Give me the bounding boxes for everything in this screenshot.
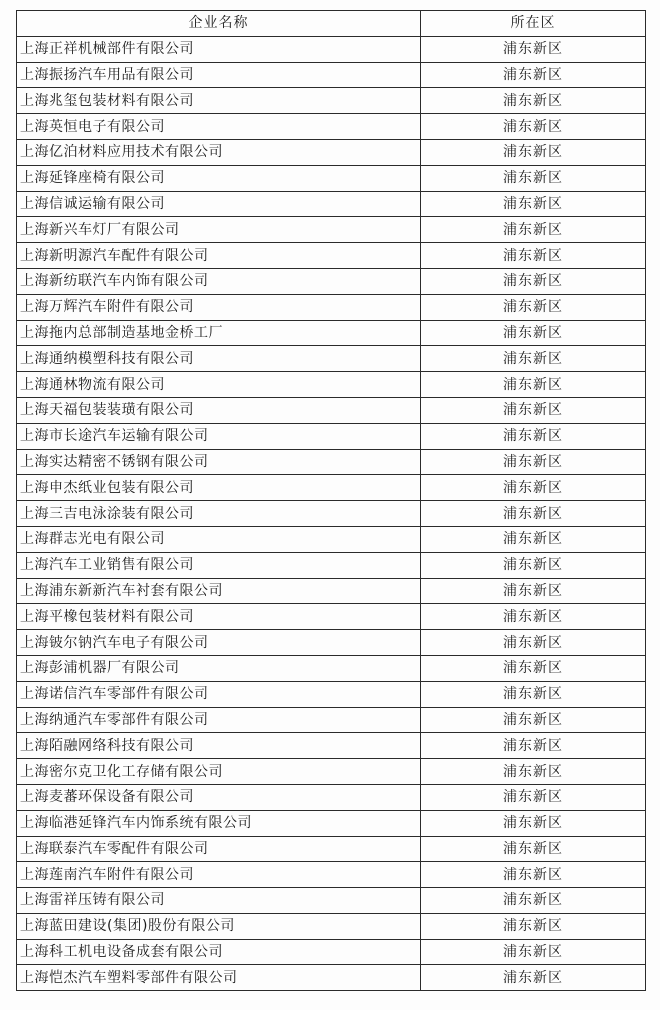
company-name-cell: 上海实达精密不锈钢有限公司 bbox=[17, 449, 421, 475]
district-cell: 浦东新区 bbox=[421, 165, 646, 191]
district-cell: 浦东新区 bbox=[421, 810, 646, 836]
table-row bbox=[17, 268, 646, 294]
company-name-cell: 上海汽车工业销售有限公司 bbox=[17, 552, 421, 578]
table-row bbox=[17, 294, 646, 320]
district-cell: 浦东新区 bbox=[421, 36, 646, 62]
district-cell: 浦东新区 bbox=[421, 862, 646, 888]
district-cell: 浦东新区 bbox=[421, 784, 646, 810]
district-cell: 浦东新区 bbox=[421, 552, 646, 578]
table-row bbox=[17, 423, 646, 449]
company-name-cell: 上海诺信汽车零部件有限公司 bbox=[17, 681, 421, 707]
district-cell: 浦东新区 bbox=[421, 707, 646, 733]
district-cell: 浦东新区 bbox=[421, 268, 646, 294]
table-row bbox=[17, 501, 646, 527]
district-cell: 浦东新区 bbox=[421, 217, 646, 243]
company-name-cell: 上海群志光电有限公司 bbox=[17, 526, 421, 552]
district-cell: 浦东新区 bbox=[421, 836, 646, 862]
company-name-cell: 上海纳通汽车零部件有限公司 bbox=[17, 707, 421, 733]
company-name-cell: 上海三吉电泳涂装有限公司 bbox=[17, 501, 421, 527]
header-district: 所在区 bbox=[421, 11, 646, 37]
company-name-cell: 上海密尔克卫化工存储有限公司 bbox=[17, 759, 421, 785]
company-name-cell: 上海申杰纸业包装有限公司 bbox=[17, 475, 421, 501]
table-row bbox=[17, 475, 646, 501]
company-name-cell: 上海陌融网络科技有限公司 bbox=[17, 733, 421, 759]
district-cell: 浦东新区 bbox=[421, 191, 646, 217]
company-name-cell: 上海信诚运输有限公司 bbox=[17, 191, 421, 217]
table-row bbox=[17, 372, 646, 398]
table-row bbox=[17, 578, 646, 604]
table-row bbox=[17, 217, 646, 243]
table-row bbox=[17, 88, 646, 114]
table-row bbox=[17, 681, 646, 707]
district-cell: 浦东新区 bbox=[421, 243, 646, 269]
table-row bbox=[17, 320, 646, 346]
company-name-cell: 上海雷祥压铸有限公司 bbox=[17, 888, 421, 914]
company-name-cell: 上海彭浦机器厂有限公司 bbox=[17, 655, 421, 681]
table-row bbox=[17, 655, 646, 681]
company-name-cell: 上海拖内总部制造基地金桥工厂 bbox=[17, 320, 421, 346]
district-cell: 浦东新区 bbox=[421, 578, 646, 604]
table-row bbox=[17, 165, 646, 191]
district-cell: 浦东新区 bbox=[421, 526, 646, 552]
table-row bbox=[17, 810, 646, 836]
district-cell: 浦东新区 bbox=[421, 423, 646, 449]
company-name-cell: 上海正祥机械部件有限公司 bbox=[17, 36, 421, 62]
district-cell: 浦东新区 bbox=[421, 397, 646, 423]
district-cell: 浦东新区 bbox=[421, 965, 646, 991]
company-name-cell: 上海新纺联汽车内饰有限公司 bbox=[17, 268, 421, 294]
table-row bbox=[17, 114, 646, 140]
company-name-cell: 上海浦东新新汽车衬套有限公司 bbox=[17, 578, 421, 604]
company-name-cell: 上海兆玺包装材料有限公司 bbox=[17, 88, 421, 114]
district-cell: 浦东新区 bbox=[421, 913, 646, 939]
table-body bbox=[17, 36, 646, 990]
district-cell: 浦东新区 bbox=[421, 655, 646, 681]
table-row bbox=[17, 139, 646, 165]
table-row bbox=[17, 604, 646, 630]
table-row bbox=[17, 630, 646, 656]
company-name-cell: 上海铍尔钠汽车电子有限公司 bbox=[17, 630, 421, 656]
district-cell: 浦东新区 bbox=[421, 139, 646, 165]
company-name-cell: 上海英恒电子有限公司 bbox=[17, 114, 421, 140]
district-cell: 浦东新区 bbox=[421, 475, 646, 501]
district-cell: 浦东新区 bbox=[421, 62, 646, 88]
district-cell: 浦东新区 bbox=[421, 733, 646, 759]
company-name-cell: 上海延锋座椅有限公司 bbox=[17, 165, 421, 191]
table-row bbox=[17, 707, 646, 733]
table-row bbox=[17, 191, 646, 217]
company-name-cell: 上海新明源汽车配件有限公司 bbox=[17, 243, 421, 269]
table-row bbox=[17, 346, 646, 372]
district-cell: 浦东新区 bbox=[421, 681, 646, 707]
company-name-cell: 上海科工机电设备成套有限公司 bbox=[17, 939, 421, 965]
company-name-cell: 上海振扬汽车用品有限公司 bbox=[17, 62, 421, 88]
company-table bbox=[16, 10, 646, 991]
company-name-cell: 上海万辉汽车附件有限公司 bbox=[17, 294, 421, 320]
company-name-cell: 上海莲南汽车附件有限公司 bbox=[17, 862, 421, 888]
company-name-cell: 上海新兴车灯厂有限公司 bbox=[17, 217, 421, 243]
district-cell: 浦东新区 bbox=[421, 759, 646, 785]
district-cell: 浦东新区 bbox=[421, 630, 646, 656]
table-row bbox=[17, 449, 646, 475]
district-cell: 浦东新区 bbox=[421, 114, 646, 140]
table-row bbox=[17, 965, 646, 991]
company-name-cell: 上海平橡包装材料有限公司 bbox=[17, 604, 421, 630]
district-cell: 浦东新区 bbox=[421, 372, 646, 398]
district-cell: 浦东新区 bbox=[421, 320, 646, 346]
header-company-name: 企业名称 bbox=[17, 11, 421, 37]
company-name-cell: 上海市长途汽车运输有限公司 bbox=[17, 423, 421, 449]
company-name-cell: 上海麦蕃环保设备有限公司 bbox=[17, 784, 421, 810]
company-name-cell: 上海联泰汽车零配件有限公司 bbox=[17, 836, 421, 862]
table-row bbox=[17, 888, 646, 914]
company-name-cell: 上海通纳模塑科技有限公司 bbox=[17, 346, 421, 372]
table-row bbox=[17, 552, 646, 578]
company-name-cell: 上海通林物流有限公司 bbox=[17, 372, 421, 398]
company-name-cell: 上海恺杰汽车塑料零部件有限公司 bbox=[17, 965, 421, 991]
table-row bbox=[17, 62, 646, 88]
table-header bbox=[17, 11, 646, 37]
company-name-cell: 上海蓝田建设(集团)股份有限公司 bbox=[17, 913, 421, 939]
district-cell: 浦东新区 bbox=[421, 346, 646, 372]
district-cell: 浦东新区 bbox=[421, 294, 646, 320]
district-cell: 浦东新区 bbox=[421, 604, 646, 630]
district-cell: 浦东新区 bbox=[421, 888, 646, 914]
table-row bbox=[17, 913, 646, 939]
table-row bbox=[17, 939, 646, 965]
table-row bbox=[17, 836, 646, 862]
table-row bbox=[17, 784, 646, 810]
district-cell: 浦东新区 bbox=[421, 88, 646, 114]
company-name-cell: 上海临港延锋汽车内饰系统有限公司 bbox=[17, 810, 421, 836]
table-row bbox=[17, 733, 646, 759]
district-cell: 浦东新区 bbox=[421, 939, 646, 965]
table-row bbox=[17, 36, 646, 62]
district-cell: 浦东新区 bbox=[421, 501, 646, 527]
table-row bbox=[17, 243, 646, 269]
table-row bbox=[17, 397, 646, 423]
header-row bbox=[17, 11, 646, 37]
table-row bbox=[17, 526, 646, 552]
company-name-cell: 上海亿泊材料应用技术有限公司 bbox=[17, 139, 421, 165]
table-row bbox=[17, 862, 646, 888]
table-row bbox=[17, 759, 646, 785]
company-name-cell: 上海天福包装装璜有限公司 bbox=[17, 397, 421, 423]
district-cell: 浦东新区 bbox=[421, 449, 646, 475]
